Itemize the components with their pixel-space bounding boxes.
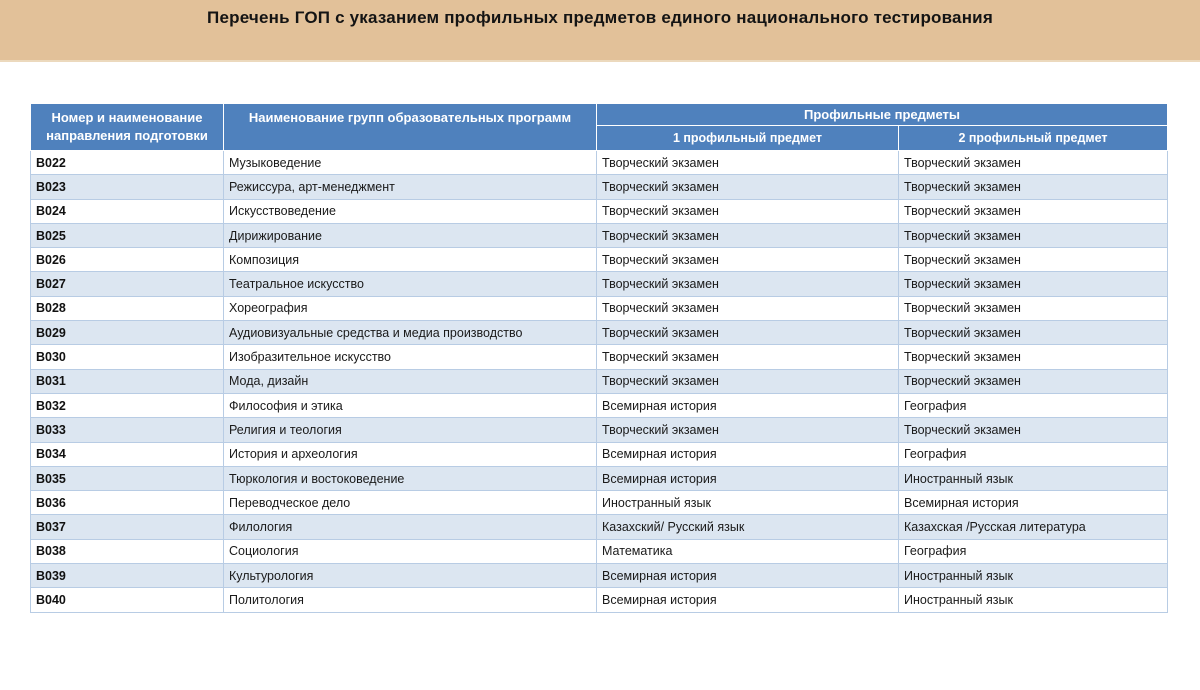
cell-subject-1: Всемирная история <box>597 564 899 588</box>
cell-number: B030 <box>31 345 224 369</box>
table-row <box>31 442 1168 466</box>
cell-number: B022 <box>31 151 224 175</box>
programs-table <box>30 103 1168 613</box>
cell-subject-1: Творческий экзамен <box>597 151 899 175</box>
cell-number: B029 <box>31 321 224 345</box>
cell-subject-2: Творческий экзамен <box>899 345 1168 369</box>
cell-subject-1: Творческий экзамен <box>597 248 899 272</box>
cell-program-name: Культурология <box>224 564 597 588</box>
cell-program-name: Политология <box>224 588 597 612</box>
table-row <box>31 539 1168 563</box>
cell-number: B037 <box>31 515 224 539</box>
table-row <box>31 223 1168 247</box>
cell-number: B039 <box>31 564 224 588</box>
cell-program-name: Театральное искусство <box>224 272 597 296</box>
cell-subject-1: Творческий экзамен <box>597 175 899 199</box>
cell-number: B023 <box>31 175 224 199</box>
header-program-groups: Наименование групп образовательных программ <box>224 104 597 151</box>
cell-subject-2: Творческий экзамен <box>899 248 1168 272</box>
header-profile-subjects: Профильные предметы <box>597 104 1168 126</box>
cell-program-name: Изобразительное искусство <box>224 345 597 369</box>
cell-subject-2: Иностранный язык <box>899 564 1168 588</box>
table-row <box>31 393 1168 417</box>
cell-subject-2: Иностранный язык <box>899 588 1168 612</box>
cell-program-name: Композиция <box>224 248 597 272</box>
page-title: Перечень ГОП с указанием профильных предметов единого национального тестирования <box>207 8 993 27</box>
cell-subject-1: Творческий экзамен <box>597 345 899 369</box>
table-row <box>31 564 1168 588</box>
cell-number: B027 <box>31 272 224 296</box>
table-row <box>31 199 1168 223</box>
cell-subject-1: Всемирная история <box>597 442 899 466</box>
cell-subject-2: География <box>899 442 1168 466</box>
cell-program-name: Тюркология и востоковедение <box>224 466 597 490</box>
cell-subject-1: Творческий экзамен <box>597 296 899 320</box>
cell-subject-2: География <box>899 539 1168 563</box>
cell-subject-2: Творческий экзамен <box>899 223 1168 247</box>
cell-number: B035 <box>31 466 224 490</box>
cell-program-name: Музыковедение <box>224 151 597 175</box>
table-row <box>31 175 1168 199</box>
cell-subject-1: Иностранный язык <box>597 491 899 515</box>
table-row <box>31 321 1168 345</box>
header-subject-1: 1 профильный предмет <box>597 126 899 151</box>
cell-subject-1: Всемирная история <box>597 588 899 612</box>
cell-subject-1: Творческий экзамен <box>597 418 899 442</box>
cell-program-name: Религия и теология <box>224 418 597 442</box>
cell-program-name: Философия и этика <box>224 393 597 417</box>
cell-number: B032 <box>31 393 224 417</box>
cell-subject-1: Творческий экзамен <box>597 223 899 247</box>
cell-number: B040 <box>31 588 224 612</box>
cell-number: B026 <box>31 248 224 272</box>
table-row <box>31 369 1168 393</box>
cell-subject-2: Иностранный язык <box>899 466 1168 490</box>
cell-program-name: Дирижирование <box>224 223 597 247</box>
cell-number: B033 <box>31 418 224 442</box>
table-body <box>31 151 1168 613</box>
cell-subject-2: Творческий экзамен <box>899 272 1168 296</box>
table-row <box>31 588 1168 612</box>
cell-number: B036 <box>31 491 224 515</box>
cell-program-name: Социология <box>224 539 597 563</box>
cell-number: B024 <box>31 199 224 223</box>
cell-subject-1: Творческий экзамен <box>597 272 899 296</box>
table-row <box>31 296 1168 320</box>
title-banner <box>0 0 1200 62</box>
table-row <box>31 491 1168 515</box>
cell-subject-2: Творческий экзамен <box>899 418 1168 442</box>
cell-subject-1: Творческий экзамен <box>597 321 899 345</box>
table-row <box>31 515 1168 539</box>
cell-subject-2: География <box>899 393 1168 417</box>
cell-number: B031 <box>31 369 224 393</box>
cell-subject-1: Всемирная история <box>597 393 899 417</box>
cell-subject-2: Творческий экзамен <box>899 321 1168 345</box>
cell-subject-2: Творческий экзамен <box>899 369 1168 393</box>
cell-program-name: Хореография <box>224 296 597 320</box>
cell-subject-2: Творческий экзамен <box>899 175 1168 199</box>
cell-program-name: Аудиовизуальные средства и медиа производство <box>224 321 597 345</box>
table-row <box>31 272 1168 296</box>
cell-program-name: История и археология <box>224 442 597 466</box>
cell-program-name: Филология <box>224 515 597 539</box>
table-row <box>31 418 1168 442</box>
cell-number: B028 <box>31 296 224 320</box>
cell-subject-1: Всемирная история <box>597 466 899 490</box>
cell-subject-1: Творческий экзамен <box>597 369 899 393</box>
cell-program-name: Мода, дизайн <box>224 369 597 393</box>
cell-subject-1: Творческий экзамен <box>597 199 899 223</box>
table-row <box>31 466 1168 490</box>
table-row <box>31 345 1168 369</box>
cell-number: B034 <box>31 442 224 466</box>
cell-subject-2: Казахская /Русская литература <box>899 515 1168 539</box>
cell-subject-2: Всемирная история <box>899 491 1168 515</box>
cell-subject-2: Творческий экзамен <box>899 296 1168 320</box>
header-number-direction: Номер и наименование направления подготовки <box>31 104 224 151</box>
cell-subject-1: Математика <box>597 539 899 563</box>
programs-table-container <box>30 103 1167 613</box>
cell-number: B025 <box>31 223 224 247</box>
cell-program-name: Переводческое дело <box>224 491 597 515</box>
table-header <box>31 104 1168 151</box>
cell-number: B038 <box>31 539 224 563</box>
header-subject-2: 2 профильный предмет <box>899 126 1168 151</box>
cell-program-name: Режиссура, арт-менеджмент <box>224 175 597 199</box>
cell-subject-1: Казахский/ Русский язык <box>597 515 899 539</box>
table-row <box>31 151 1168 175</box>
table-row <box>31 248 1168 272</box>
cell-subject-2: Творческий экзамен <box>899 151 1168 175</box>
cell-subject-2: Творческий экзамен <box>899 199 1168 223</box>
cell-program-name: Искусствоведение <box>224 199 597 223</box>
